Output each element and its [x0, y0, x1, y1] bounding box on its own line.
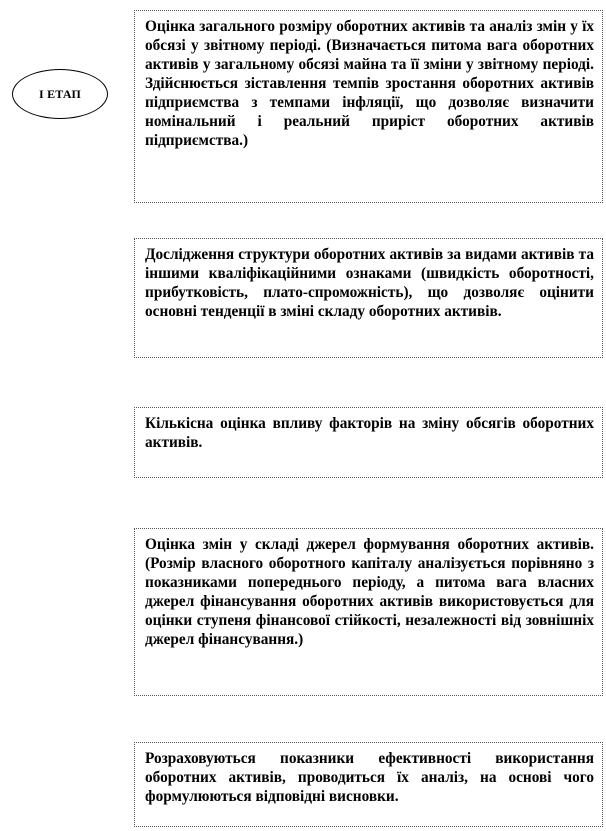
step-box-4 — [134, 528, 603, 696]
step-box-2 — [134, 238, 603, 358]
step-box-3 — [134, 407, 603, 478]
step-text-5: Розраховуються показники ефективності використання оборотних активів, проводиться їх аналіз, на основі чого формулюються відповідні висновки. — [145, 750, 594, 805]
step-text-1: Оцінка загального розміру оборотних активів та аналіз змін у їх обсязі у звітному періоді. (Визначається питома вага оборотних активів у загальному обсязі майна та її зміни у звітному періоді. Здійснюється зіставлення темпів зростання оборотних активів підприємства з темпами інфляції, що дозволяє визначити номінальний і реальний приріст оборотних активів підприємства.) — [145, 18, 594, 149]
step-text-4: Оцінка змін у складі джерел формування оборотних активів. (Розмір власного оборотного капіталу аналізується порівняно з показниками попереднього періоду, а питома вага власних джерел фінансування оборотних активів використовується для оцінки ступеня фінансової стійкості, незалежності від зовнішніх джерел фінансування.) — [145, 536, 594, 648]
stage-label-oval — [12, 69, 108, 119]
step-text-2: Дослідження структури оборотних активів за видами активів та іншими кваліфікаційними ознаками (швидкість оборотності, прибутковість, плато-спроможність), що дозволяє оцінити основні тенденції в зміні складу оборотних активів. — [145, 246, 594, 320]
step-box-1 — [134, 10, 603, 203]
step-box-5 — [134, 742, 603, 827]
stage-label-text: І ЕТАП — [39, 86, 81, 101]
step-text-3: Кількісна оцінка впливу факторів на зміну обсягів оборотних активів. — [145, 415, 594, 451]
